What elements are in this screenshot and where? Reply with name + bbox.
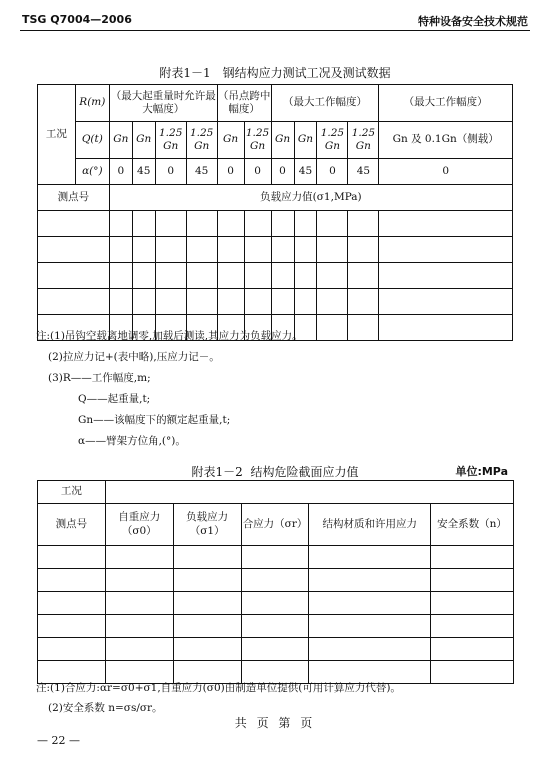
alpha-cell: 0 <box>271 159 294 185</box>
alpha-cell: 0 <box>217 159 244 185</box>
steel-stress-test-table <box>37 84 513 341</box>
table2-unit: 单位:MPa <box>455 465 508 478</box>
table1-caption-no: 附表1－1 <box>159 66 211 80</box>
load-stress-header: 负载应力（σ1） <box>173 504 241 546</box>
doc-series-title: 特种设备安全技术规范 <box>418 15 528 28</box>
alpha-cell: 0 <box>379 159 513 185</box>
alpha-cell: 0 <box>109 159 132 185</box>
note-line: α——臂架方位角,(°)。 <box>78 435 186 447</box>
table1-caption <box>0 64 550 81</box>
alpha-label: α(°) <box>75 159 109 185</box>
table1-caption-title: 钢结构应力测试工况及测试数据 <box>222 66 391 80</box>
q-cell: 1.25 Gn <box>186 122 217 159</box>
critical-section-stress-table <box>37 480 514 684</box>
q-cell: Gn <box>217 122 244 159</box>
q-cell: 1.25 Gn <box>348 122 379 159</box>
q-cell: Gn <box>294 122 317 159</box>
alpha-cell: 45 <box>186 159 217 185</box>
alpha-cell: 45 <box>294 159 317 185</box>
alpha-cell: 0 <box>244 159 271 185</box>
q-cell: Gn <box>132 122 155 159</box>
combined-stress-header: 合应力（σr） <box>241 504 309 546</box>
note-line: (2)安全系数 n=σs/σr。 <box>48 702 163 714</box>
note-line: (3)R——工作幅度,m; <box>48 372 151 384</box>
measure-point-header: 测点号 <box>38 504 106 546</box>
r-group-4: （最大工作幅度） <box>379 85 513 122</box>
r-label: R(m) <box>75 85 109 122</box>
r-group-1: （最大起重量时允许最大幅度） <box>109 85 217 122</box>
self-weight-stress-header: 自重应力（σ0） <box>105 504 173 546</box>
table1-notes <box>36 326 303 452</box>
note-line: Gn——该幅度下的额定起重量,t; <box>78 414 231 426</box>
load-stress-label: 负载应力值(σ1,MPa) <box>109 185 512 211</box>
note-line: 注:(1)吊钩空载离地调零,加载后测读,其应力为负载应力。 <box>36 330 303 342</box>
table2-caption-title: 结构危险截面应力值 <box>250 465 359 479</box>
page-count-line: 共 页 第 页 <box>234 716 316 730</box>
gongkuang-label: 工况 <box>38 481 106 504</box>
q-cell: 1.25 Gn <box>244 122 271 159</box>
doc-code: TSG Q7004—2006 <box>22 13 132 26</box>
material-allowable-stress-header: 结构材质和许用应力 <box>309 504 431 546</box>
r-group-3: （最大工作幅度） <box>271 85 379 122</box>
note-line: 注:(1)合应力:αr=σ0+σ1,自重应力(σ0)由制造单位提供(可用计算应力代替)。 <box>36 682 401 694</box>
r-group-2: （吊点跨中幅度） <box>217 85 271 122</box>
table2-caption-no: 附表1－2 <box>191 465 243 479</box>
q-cell: 1.25 Gn <box>155 122 186 159</box>
note-line: (2)拉应力记+(表中略),压应力记－。 <box>48 351 220 363</box>
alpha-cell: 45 <box>132 159 155 185</box>
q-cell: Gn <box>271 122 294 159</box>
alpha-cell: 45 <box>348 159 379 185</box>
gongkuang-label: 工况 <box>38 85 76 185</box>
page-number: — 22 — <box>37 734 80 747</box>
measure-point-label: 测点号 <box>38 185 110 211</box>
table2-notes <box>36 678 401 718</box>
q-label: Q(t) <box>75 122 109 159</box>
note-line: Q——起重量,t; <box>78 393 151 405</box>
q-cell: 1.25 Gn <box>317 122 348 159</box>
header-rule <box>20 30 530 31</box>
safety-factor-header: 安全系数（n） <box>431 504 514 546</box>
alpha-cell: 0 <box>155 159 186 185</box>
alpha-cell: 0 <box>317 159 348 185</box>
q-cell: Gn <box>109 122 132 159</box>
q-cell: Gn 及 0.1Gn（侧载） <box>379 122 513 159</box>
